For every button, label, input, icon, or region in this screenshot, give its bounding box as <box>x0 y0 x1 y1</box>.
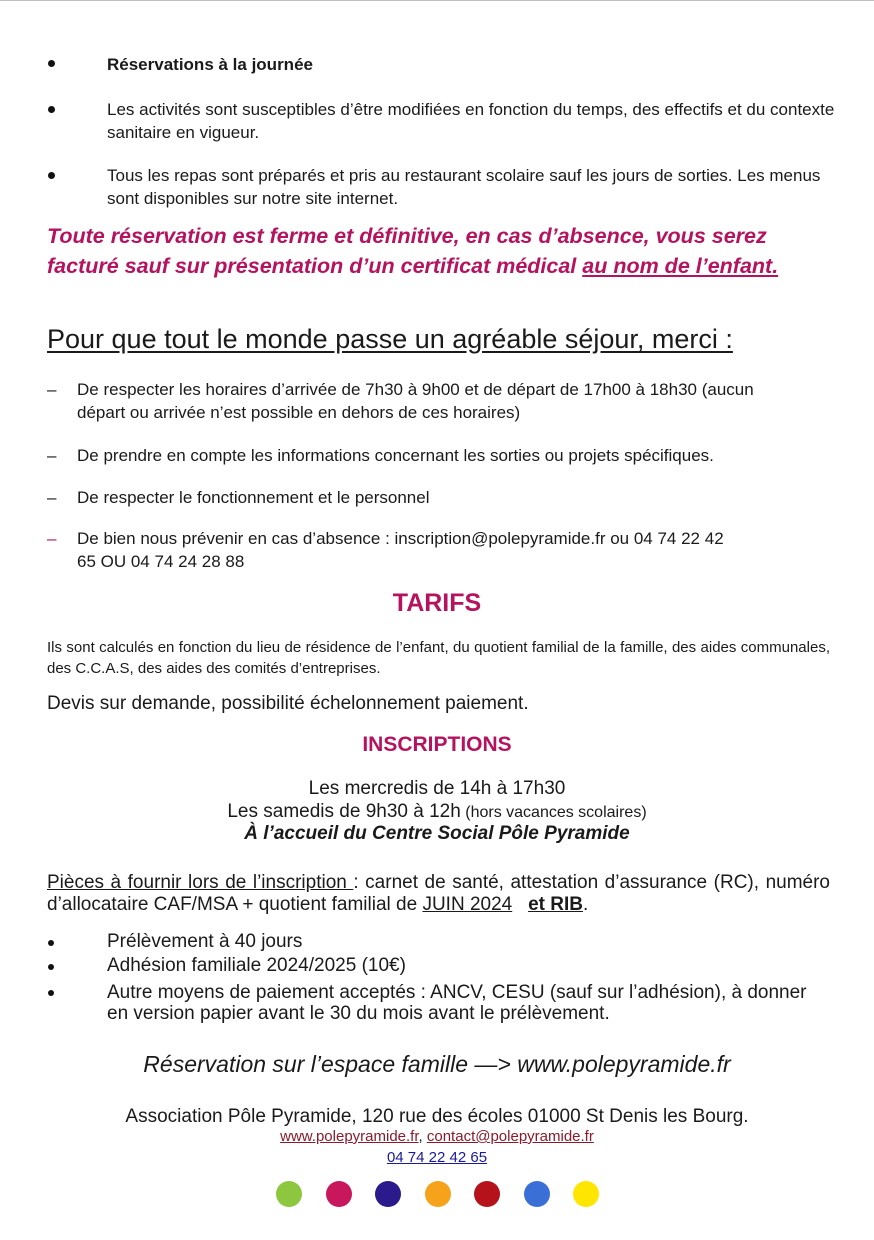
dash-item-sorties: De prendre en compte les informations concernant les sorties ou projets spécifiques. <box>77 446 714 465</box>
bullet-dot <box>48 60 55 67</box>
inscriptions-title: INSCRIPTIONS <box>362 733 512 756</box>
pieces-end: . <box>582 894 589 915</box>
bullet-reservations: Réservations à la journée <box>107 55 313 74</box>
pieces-paragraph <box>47 872 830 916</box>
bullet-dot <box>48 990 54 996</box>
bullet-dot <box>48 964 54 970</box>
samedis-note: (hors vacances scolaires) <box>460 804 647 821</box>
bullet-repas: Tous les repas sont préparés et pris au restaurant scolaire sauf les jours de sorties. Les menus sont disponibles sur notre site internet. <box>107 166 821 208</box>
dash-symbol: – <box>47 380 57 399</box>
footer-separator: , <box>418 1128 427 1145</box>
samedis-main: Les samedis de 9h30 à 12h <box>227 801 461 822</box>
inscriptions-lieu: À l’accueil du Centre Social Pôle Pyramide <box>244 823 630 844</box>
footer-phone-row <box>0 1148 874 1168</box>
green-dot <box>276 1181 302 1207</box>
devis-text: Devis sur demande, possibilité échelonnement paiement. <box>47 693 529 714</box>
bullet-dot <box>48 172 55 179</box>
tarifs-text: Ils sont calculés en fonction du lieu de résidence de l’enfant, du quotient familial de la famille, des aides communales, des C.C.A.S, des aides des comités d’entreprises. <box>47 639 830 677</box>
blue-dot <box>524 1181 550 1207</box>
top-divider <box>0 0 874 1</box>
bullet-activites: Les activités sont susceptibles d’être modifiées en fonction du temps, des effectifs et du contexte sanitaire en vigueur. <box>107 100 835 142</box>
dash-item-fonctionnement: De respecter le fonctionnement et le personnel <box>77 488 430 507</box>
pieces-juin: JUIN 2024 <box>422 894 513 915</box>
red-dot <box>474 1181 500 1207</box>
pink-dot <box>326 1181 352 1207</box>
yellow-dot <box>573 1181 599 1207</box>
dash-item-absence: De bien nous prévenir en cas d’absence : inscription@polepyramide.fr ou 04 74 22 42 65 OU 04 74 24 28 88 <box>77 529 724 571</box>
payment-prelevement: Prélèvement à 40 jours <box>107 931 303 952</box>
bullet-dot <box>48 106 55 113</box>
pieces-text: : carnet de santé, attestation d’assurance (RC), numéro d’allocataire CAF/MSA + quotient familial de <box>47 872 830 915</box>
bullet-dot <box>48 940 54 946</box>
payment-autres: Autre moyens de paiement acceptés : ANCV, CESU (sauf sur l’adhésion), à donner en version papier avant le 30 du mois avant le prélèvement. <box>107 982 807 1024</box>
website-link[interactable]: www.polepyramide.fr <box>280 1128 419 1145</box>
footer-address: Association Pôle Pyramide, 120 rue des écoles 01000 St Denis les Bourg. <box>125 1106 749 1127</box>
color-dots <box>0 1181 874 1207</box>
pieces-label: Pièces à fournir lors de l’inscription <box>47 872 354 893</box>
orange-dot <box>425 1181 451 1207</box>
reservation-espace-famille: Réservation sur l’espace famille —> www.polepyramide.fr <box>143 1051 731 1077</box>
warning-text: Toute réservation est ferme et définitive, en cas d’absence, vous serez facturé sauf sur présentation d’un certificat médical <box>47 224 767 278</box>
phone-link[interactable]: 04 74 22 42 65 <box>386 1149 488 1166</box>
dash-symbol: – <box>47 529 57 548</box>
dash-symbol: – <box>47 446 57 465</box>
payment-adhesion: Adhésion familiale 2024/2025 (10€) <box>107 955 406 976</box>
dash-item-horaires: De respecter les horaires d’arrivée de 7h30 à 9h00 et de départ de 17h00 à 18h30 (aucun départ ou arrivée n’est possible en dehors de ces horaires) <box>77 380 754 422</box>
merci-heading: Pour que tout le monde passe un agréable séjour, merci : <box>47 324 733 354</box>
warning-underlined: au nom de l’enfant. <box>582 254 779 278</box>
email-link[interactable]: contact@polepyramide.fr <box>426 1128 594 1145</box>
footer-links <box>0 1127 874 1147</box>
reservation-warning <box>47 221 837 281</box>
tarifs-title: TARIFS <box>392 589 482 617</box>
pieces-rib: et RIB <box>528 894 583 915</box>
inscriptions-samedis <box>0 801 874 824</box>
dash-symbol: – <box>47 488 57 507</box>
inscriptions-mercredis: Les mercredis de 14h à 17h30 <box>308 778 566 799</box>
navy-dot <box>375 1181 401 1207</box>
